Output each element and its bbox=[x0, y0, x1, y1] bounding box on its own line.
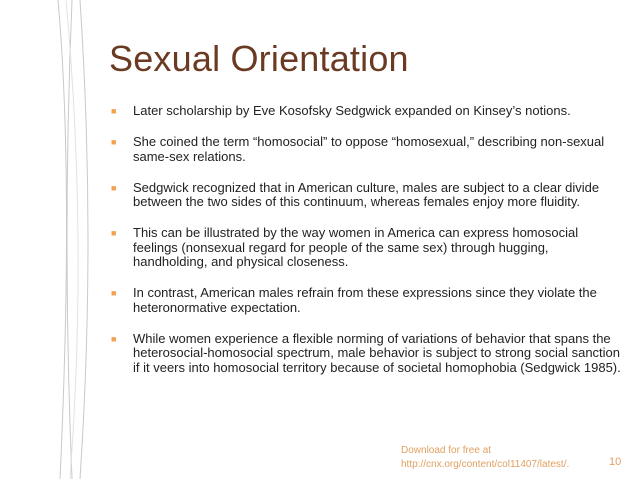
bullet-icon: ■ bbox=[111, 288, 117, 299]
bullet-icon: ■ bbox=[111, 106, 117, 116]
bullet-icon: ■ bbox=[111, 333, 117, 344]
decorative-curve-3 bbox=[58, 0, 67, 479]
bullet-text: While women experience a flexible norming of variations of behavior that spans the heterosocial-homosocial spectrum, male behavior is subject to strong social sanction if it veers into homosocial territory because of societal homophobia (Sedgwick 1985). bbox=[133, 330, 621, 375]
slide-title: Sexual Orientation bbox=[109, 38, 409, 79]
bullet-icon: ■ bbox=[111, 182, 117, 193]
footer-source bbox=[401, 444, 569, 472]
page-number: 10 bbox=[609, 456, 622, 468]
bullet-item bbox=[111, 332, 623, 375]
footer-link[interactable]: http://cnx.org/content/col11407/latest/. bbox=[401, 459, 570, 470]
bullet-text: Sedgwick recognized that in American culture, males are subject to a clear divide between the two sides of this continuum, whereas females enjoy more fluidity. bbox=[133, 179, 600, 210]
footer-line-1: Download for free at bbox=[401, 445, 492, 456]
bullet-text: This can be illustrated by the way women in America can express homosocial feelings (nonsexual regard for people of the same sex) through hugging, handholding, and physical closeness. bbox=[133, 225, 579, 270]
bullet-item bbox=[111, 104, 623, 118]
bullet-item bbox=[111, 181, 623, 210]
decorative-curve-2 bbox=[80, 0, 88, 479]
bullet-list bbox=[111, 104, 623, 375]
bullet-icon: ■ bbox=[111, 228, 117, 239]
bullet-text: In contrast, American males refrain from these expressions since they violate the heteronormative expectation. bbox=[133, 285, 597, 315]
bullet-item bbox=[111, 226, 623, 269]
bullet-text: She coined the term “homosocial” to oppose “homosexual,” describing non-sexual same-sex relations. bbox=[133, 134, 605, 164]
bullet-item bbox=[111, 135, 623, 164]
bullet-icon: ■ bbox=[111, 137, 117, 148]
bullet-text: Later scholarship by Eve Kosofsky Sedgwick expanded on Kinsey’s notions. bbox=[133, 103, 571, 118]
bullet-item bbox=[111, 286, 623, 315]
decorative-curve-4 bbox=[66, 0, 78, 479]
